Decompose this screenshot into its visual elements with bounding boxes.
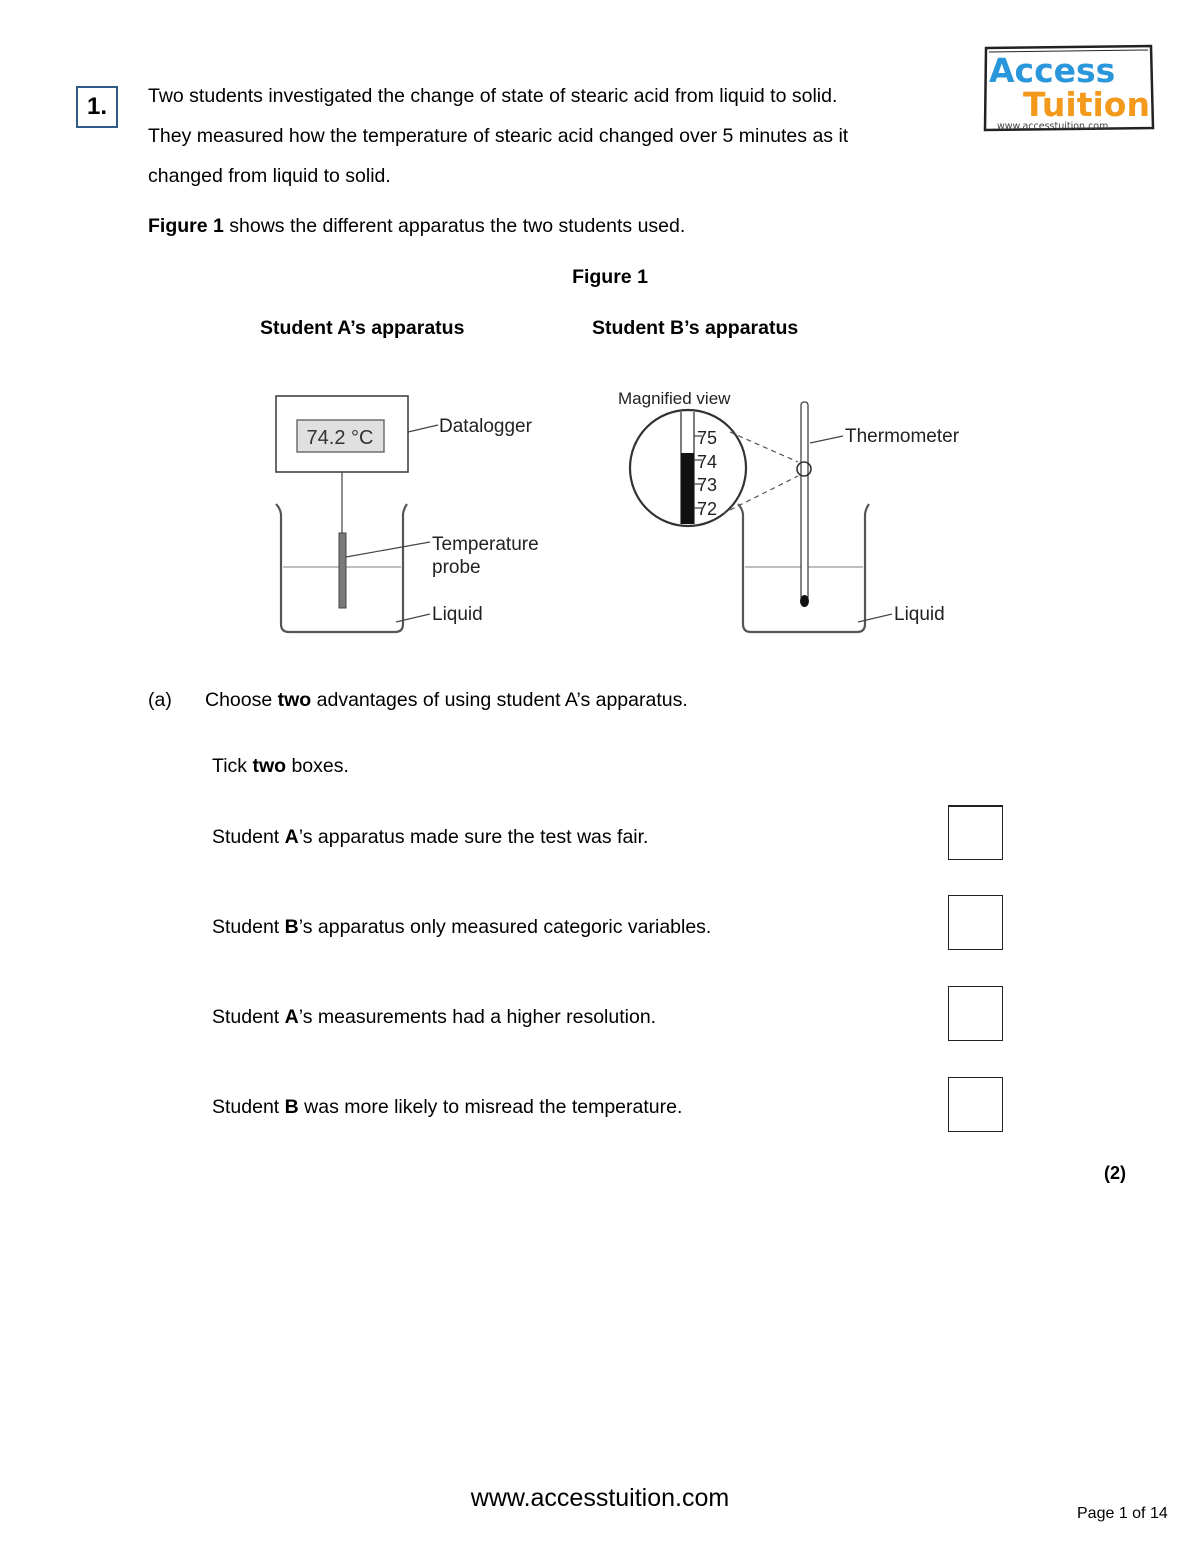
part-a-question-post: advantages of using student A’s apparatus.	[311, 689, 688, 711]
option-1-pre: Student	[212, 826, 285, 848]
option-4-text	[212, 1095, 682, 1119]
part-a-label: (a)	[148, 689, 172, 711]
part-a-question-pre: Choose	[205, 689, 278, 711]
option-2-checkbox[interactable]	[948, 895, 1003, 950]
datalogger-reading: 74.2 °C	[306, 427, 374, 449]
student-a-heading: Student A’s apparatus	[260, 317, 465, 339]
part-a-question	[205, 688, 688, 712]
thermometer	[801, 402, 808, 600]
figure-title: Figure 1	[572, 266, 648, 288]
option-2-bold: B	[284, 916, 299, 938]
magnified-view-label: Magnified view	[618, 389, 731, 408]
scale-label-73: 73	[697, 475, 718, 495]
probe-label-line-2: probe	[432, 557, 481, 578]
page-number: Page 1 of 14	[1077, 1505, 1168, 1522]
logo-url: www.accesstuition.com	[997, 121, 1109, 132]
scale-label-74: 74	[697, 452, 718, 472]
option-4-pre: Student	[212, 1096, 285, 1118]
option-4-bold: B	[284, 1096, 299, 1118]
tick-instruction	[212, 754, 349, 778]
option-3-bold: A	[284, 1006, 299, 1028]
liquid-label-a: Liquid	[432, 604, 483, 625]
option-1-bold: A	[284, 826, 299, 848]
intro-line-2: They measured how the temperature of stearic acid changed over 5 minutes as it	[148, 125, 849, 147]
figure-ref-bold: Figure 1	[148, 215, 224, 237]
scale-label-75: 75	[697, 428, 718, 448]
thermometer-label: Thermometer	[845, 426, 960, 447]
logo-word-tuition: Tuition	[1023, 85, 1150, 124]
probe-label-line-1: Temperature	[432, 534, 539, 555]
marks: (2)	[1104, 1163, 1126, 1183]
option-4-post: was more likely to misread the temperature.	[298, 1096, 683, 1118]
part-a-question-bold: two	[277, 689, 312, 711]
apparatus-diagram	[0, 0, 1200, 700]
intro-line-1: Two students investigated the change of state of stearic acid from liquid to solid.	[148, 85, 838, 107]
intro-line-3: changed from liquid to solid.	[148, 165, 391, 187]
datalogger-label: Datalogger	[439, 416, 532, 437]
footer-url: www.accesstuition.com	[470, 1484, 730, 1512]
logo-word-access: Access	[989, 51, 1116, 90]
option-1-checkbox[interactable]	[948, 805, 1003, 860]
temperature-probe	[339, 533, 346, 608]
thermometer-bulb	[800, 595, 809, 607]
question-number: 1.	[76, 86, 118, 128]
scale-label-72: 72	[697, 499, 718, 519]
figure-ref-rest: shows the different apparatus the two students used.	[223, 215, 686, 237]
option-3-pre: Student	[212, 1006, 285, 1028]
option-2-pre: Student	[212, 916, 285, 938]
tick-instruction-bold: two	[252, 755, 287, 777]
option-4-checkbox[interactable]	[948, 1077, 1003, 1132]
option-3-text	[212, 1005, 656, 1029]
option-1-text	[212, 825, 648, 849]
option-1-post: ’s apparatus made sure the test was fair.	[298, 826, 649, 848]
option-3-post: ’s measurements had a higher resolution.	[298, 1006, 657, 1028]
liquid-label-b: Liquid	[894, 604, 945, 625]
tick-instruction-pre: Tick	[212, 755, 253, 777]
student-b-heading: Student B’s apparatus	[592, 317, 799, 339]
tick-instruction-post: boxes.	[286, 755, 349, 777]
magnified-mercury	[681, 453, 694, 524]
option-3-checkbox[interactable]	[948, 986, 1003, 1041]
option-2-post: ’s apparatus only measured categoric variables.	[298, 916, 712, 938]
option-2-text	[212, 915, 711, 939]
